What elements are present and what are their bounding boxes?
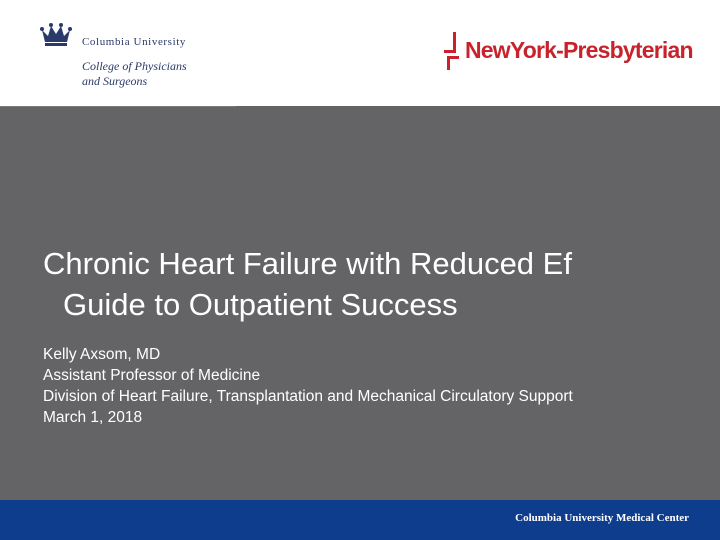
title-panel (0, 106, 720, 500)
slide-title-line2: Guide to Outpatient Success (63, 287, 458, 322)
slide-title-line1: Chronic Heart Failure with Reduced Ef (43, 246, 572, 281)
slide-footer (0, 500, 720, 540)
columbia-subtitle-line2: and Surgeons (82, 74, 148, 88)
columbia-subtitle-line1: College of Physicians (82, 59, 187, 73)
presenter-info (43, 344, 573, 428)
crown-icon (40, 22, 72, 48)
columbia-name: Columbia University (82, 36, 186, 48)
presenter-position: Assistant Professor of Medicine (43, 367, 261, 384)
nyp-bracket-icon (444, 32, 462, 70)
nyp-name: NewYork-Presbyterian (465, 37, 693, 63)
presentation-date: March 1, 2018 (43, 409, 143, 426)
presenter-division: Division of Heart Failure, Transplantation and Mechanical Circulatory Support (43, 388, 573, 405)
nyp-logo (444, 32, 706, 72)
slide-header (0, 0, 720, 106)
footer-label: Columbia University Medical Center (515, 512, 689, 524)
presenter-name: Kelly Axsom, MD (43, 346, 161, 363)
